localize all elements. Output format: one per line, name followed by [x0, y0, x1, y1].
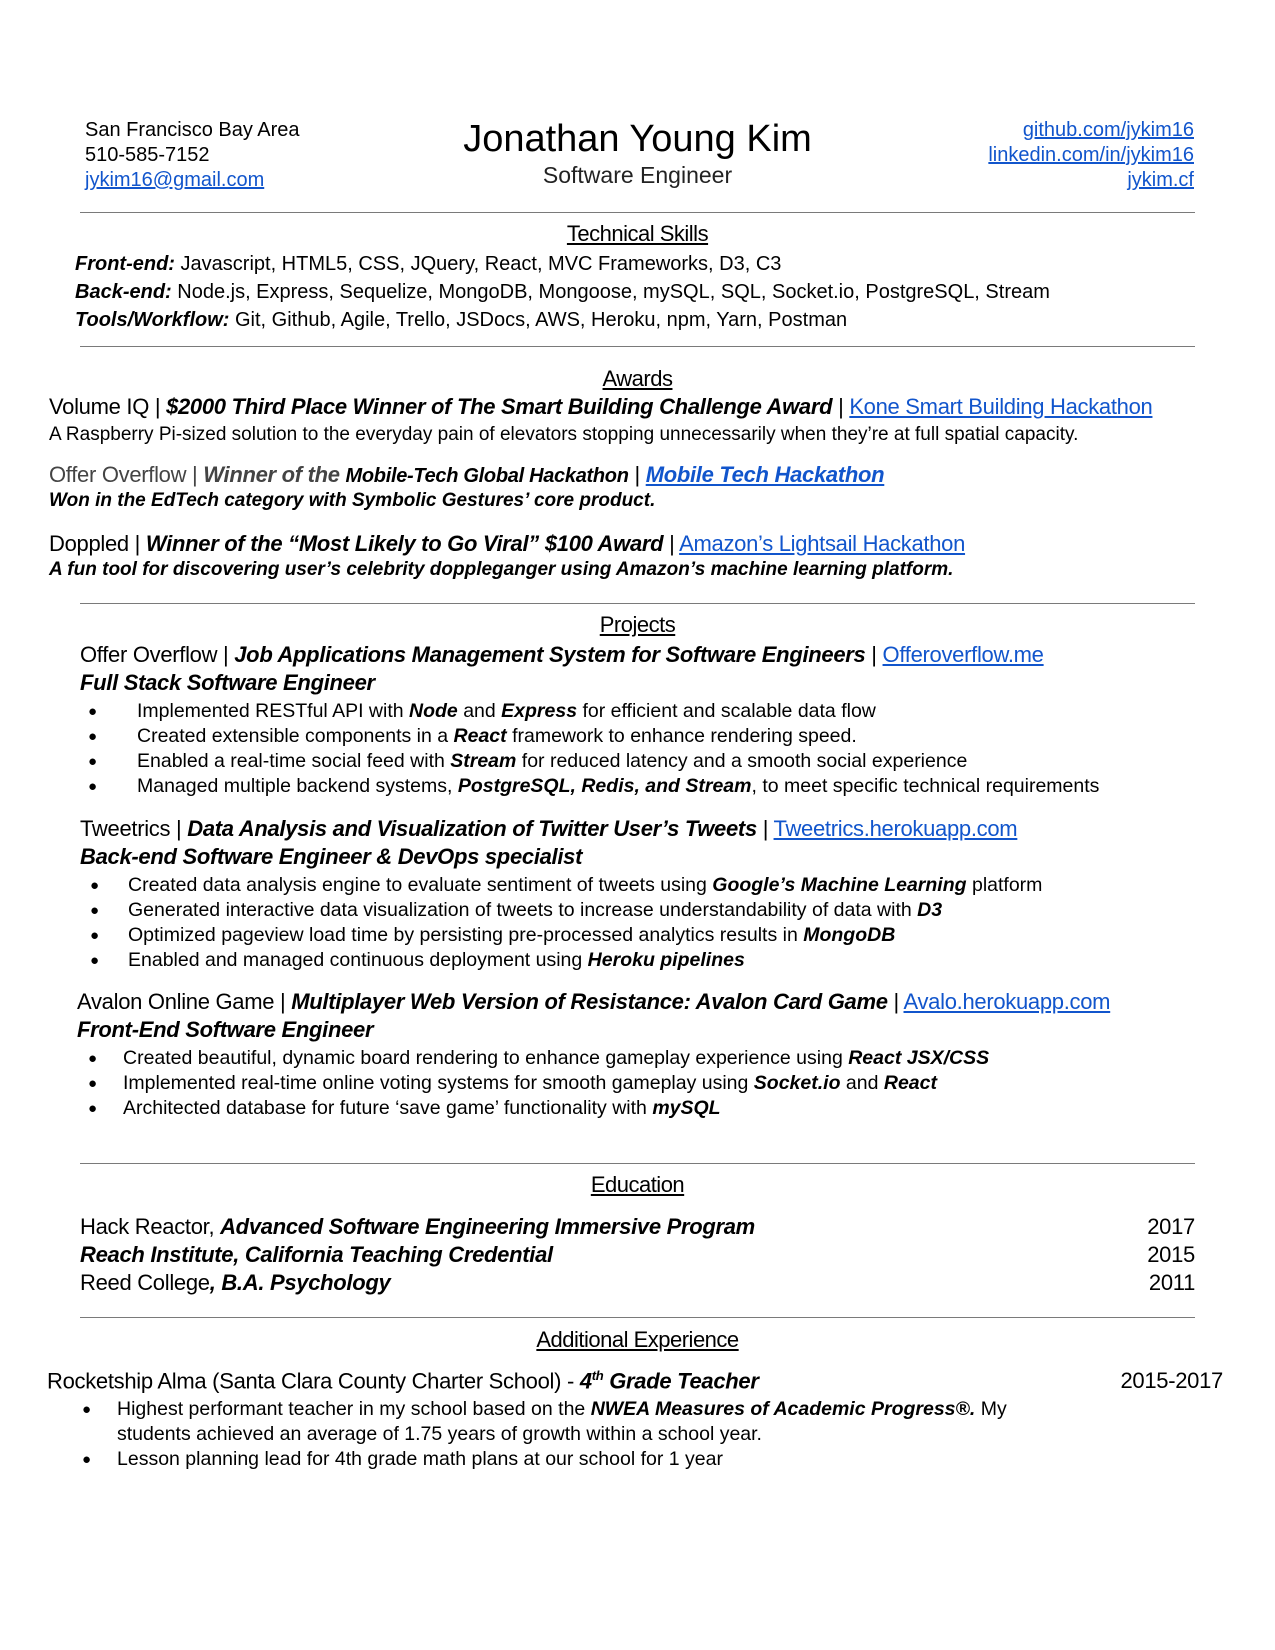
bullet-text: Created beautiful, dynamic board rendering to enhance gameplay experience using: [123, 1047, 849, 1069]
list-item: [88, 774, 1099, 799]
education-heading: Education: [590, 1172, 685, 1197]
project-role: Front-End Software Engineer: [77, 1017, 374, 1042]
hackathon-link[interactable]: Amazon’s Lightsail Hackathon: [679, 531, 966, 556]
emphasized-text: mySQL: [652, 1097, 721, 1119]
award-desc: A fun tool for discovering user’s celebrity doppleganger using Amazon’s machine learning platform.: [49, 559, 954, 580]
project-title: [77, 989, 1110, 1015]
skill-value: Git, Github, Agile, Trello, JSDocs, AWS, Heroku, npm, Yarn, Postman: [229, 309, 848, 331]
emphasized-text: Heroku pipelines: [587, 949, 745, 971]
list-item: [90, 873, 1042, 898]
bullet-icon: ●: [88, 728, 98, 745]
divider: [80, 603, 1195, 604]
experience-title: [47, 1368, 759, 1394]
bullet-icon: ●: [88, 703, 98, 720]
bullet-text: platform: [966, 874, 1043, 896]
bullet-icon: ●: [88, 778, 98, 795]
project-subtitle: Job Applications Management System for Software Engineers: [234, 642, 866, 667]
education-row: [80, 1270, 390, 1296]
bullet-text: , to meet specific technical requirements: [751, 775, 1100, 797]
project-name: Avalon Online Game |: [77, 989, 292, 1014]
phone: 510-585-7152: [85, 144, 210, 166]
bullet-text: Generated interactive data visualization of tweets to increase understandability of data with: [128, 899, 918, 921]
separator: |: [756, 816, 774, 841]
project-link[interactable]: Offeroverflow.me: [882, 642, 1044, 667]
bullet-icon: ●: [90, 952, 100, 969]
bullet-text: and: [840, 1072, 884, 1094]
award-description: $2000 Third Place Winner of The Smart Building Challenge Award: [166, 394, 833, 419]
award-desc: A Raspberry Pi-sized solution to the everyday pain of elevators stopping unnecessarily when they’re at full spatial capacity.: [49, 424, 1079, 445]
skill-value: Node.js, Express, Sequelize, MongoDB, Mongoose, mySQL, SQL, Socket.io, PostgreSQL, Stream: [171, 281, 1050, 303]
bullet-icon: ●: [88, 1075, 98, 1092]
award-name: Volume IQ |: [49, 394, 167, 419]
bullet-list: [88, 699, 1099, 799]
links-block: [988, 118, 1194, 193]
list-item: [88, 1071, 989, 1096]
school-name: Hack Reactor,: [80, 1214, 221, 1239]
page-title: Jonathan Young Kim: [463, 118, 812, 160]
bullet-text: framework to enhance rendering speed.: [506, 725, 857, 747]
project-title: [80, 816, 1017, 842]
bullet-text: Implemented real-time online voting systems for smooth gameplay using: [123, 1072, 754, 1094]
skills-heading: Technical Skills: [566, 221, 709, 246]
list-item: [90, 923, 1042, 948]
award-desc: Won in the EdTech category with Symbolic Gestures’ core product.: [49, 490, 656, 511]
emphasized-text: D3: [917, 899, 943, 921]
emphasized-text: Node: [409, 700, 458, 722]
award-description: Winner of the: [203, 462, 346, 487]
bullet-list: [90, 873, 1042, 973]
emphasized-text: Socket.io: [753, 1072, 841, 1094]
bullet-text: Enabled and managed continuous deployment using: [128, 949, 588, 971]
email-link[interactable]: jykim16@gmail.com: [85, 169, 265, 191]
separator: |: [663, 531, 680, 556]
award-name: Offer Overflow |: [49, 462, 204, 487]
bullet-text: My: [975, 1398, 1007, 1420]
emphasized-text: NWEA Measures of Academic Progress®.: [590, 1398, 976, 1420]
bullet-text: Optimized pageview load time by persisting pre-processed analytics results in: [128, 924, 804, 946]
education-year: 2017: [1147, 1214, 1195, 1239]
skills-list: [75, 250, 1050, 334]
projects-heading: Projects: [599, 612, 676, 637]
education-row: [80, 1242, 553, 1268]
bullet-text: students achieved an average of 1.75 years of growth within a school year.: [117, 1423, 762, 1445]
bullet-list: [88, 1046, 989, 1121]
bullet-text: Created extensible components in a: [137, 725, 454, 747]
award-name: Doppled |: [49, 531, 146, 556]
list-item: [88, 749, 1099, 774]
separator: |: [832, 394, 850, 419]
bullet-icon: ●: [88, 1050, 98, 1067]
bullet-text: and: [457, 700, 502, 722]
project-subtitle: Data Analysis and Visualization of Twitter User’s Tweets: [187, 816, 757, 841]
bullet-text: Implemented RESTful API with: [137, 700, 410, 722]
project-name: Tweetrics |: [80, 816, 188, 841]
skill-label: Tools/Workflow:: [75, 309, 230, 331]
hackathon-link[interactable]: Mobile Tech Hackathon: [645, 462, 885, 487]
divider: [80, 1163, 1195, 1164]
role-ordinal: th: [591, 1368, 604, 1383]
bullet-icon: ●: [82, 1401, 92, 1418]
project-link[interactable]: Avalo.herokuapp.com: [903, 989, 1111, 1014]
emphasized-text: React JSX/CSS: [848, 1047, 990, 1069]
award-title: [49, 394, 1152, 420]
skill-row: [75, 250, 1050, 278]
education-year: 2015: [1147, 1242, 1195, 1267]
project-name: Offer Overflow |: [80, 642, 235, 667]
divider: [80, 212, 1195, 213]
list-item: [88, 724, 1099, 749]
project-subtitle: Multiplayer Web Version of Resistance: Avalon Card Game: [291, 989, 888, 1014]
list-item: [82, 1447, 1007, 1472]
list-item: [88, 699, 1099, 724]
emphasized-text: PostgreSQL, Redis, and Stream: [457, 775, 752, 797]
emphasized-text: MongoDB: [803, 924, 896, 946]
experience-dates: 2015-2017: [1120, 1368, 1223, 1393]
skill-value: Javascript, HTML5, CSS, JQuery, React, MVC Frameworks, D3, C3: [174, 253, 782, 275]
bullet-icon: ●: [90, 877, 100, 894]
emphasized-text: Express: [501, 700, 578, 722]
job-title: Software Engineer: [542, 162, 733, 188]
divider: [80, 1317, 1195, 1318]
bullet-icon: ●: [90, 902, 100, 919]
bullet-text: Enabled a real-time social feed with: [137, 750, 451, 772]
location: San Francisco Bay Area: [85, 119, 300, 141]
school-name: Reed College: [80, 1270, 210, 1295]
bullet-text: for efficient and scalable data flow: [577, 700, 876, 722]
skill-row: [75, 306, 1050, 334]
skill-label: Front-end:: [75, 253, 175, 275]
bullet-text: Architected database for future ‘save game’ functionality with: [123, 1097, 653, 1119]
separator: |: [628, 462, 646, 487]
project-link[interactable]: Tweetrics.herokuapp.com: [773, 816, 1018, 841]
bullet-icon: ●: [82, 1451, 92, 1468]
separator: |: [887, 989, 904, 1014]
emphasized-text: React: [883, 1072, 937, 1094]
bullet-icon: ●: [90, 927, 100, 944]
award-title: [49, 531, 965, 557]
education-year: 2011: [1148, 1270, 1195, 1295]
award-description: Winner of the “Most Likely to Go Viral” $100 Award: [145, 531, 664, 556]
hackathon-link[interactable]: Kone Smart Building Hackathon: [849, 394, 1153, 419]
list-item: [88, 1046, 989, 1071]
github-link[interactable]: github.com/jykim16: [1022, 119, 1194, 141]
skill-label: Back-end:: [75, 281, 172, 303]
bullet-list: [82, 1397, 1007, 1472]
list-item: [88, 1096, 989, 1121]
emphasized-text: Stream: [450, 750, 517, 772]
emphasized-text: Google’s Machine Learning: [712, 874, 967, 896]
divider: [80, 346, 1195, 347]
emphasized-text: React: [453, 725, 507, 747]
project-role: Full Stack Software Engineer: [80, 670, 375, 695]
role-title: Grade Teacher: [603, 1368, 759, 1394]
program-name: , B.A. Psychology: [209, 1270, 391, 1295]
bullet-text: for reduced latency and a smooth social experience: [516, 750, 968, 772]
separator: |: [865, 642, 883, 667]
list-item: [82, 1422, 1007, 1447]
experience-heading: Additional Experience: [536, 1327, 739, 1352]
bullet-text: Highest performant teacher in my school based on the: [117, 1398, 591, 1420]
education-row: [80, 1214, 755, 1240]
award-title: [49, 462, 884, 488]
list-item: [82, 1397, 1007, 1422]
bullet-text: Created data analysis engine to evaluate sentiment of tweets using: [128, 874, 713, 896]
program-name: Advanced Software Engineering Immersive Program: [220, 1214, 755, 1239]
program-name: Reach Institute, California Teaching Credential: [80, 1242, 553, 1267]
awards-heading: Awards: [602, 366, 673, 391]
skill-row: [75, 278, 1050, 306]
website-link[interactable]: jykim.cf: [1127, 169, 1194, 191]
bullet-text: Managed multiple backend systems,: [137, 775, 458, 797]
bullet-text: Lesson planning lead for 4th grade math plans at our school for 1 year: [117, 1448, 723, 1470]
organization-name: Rocketship Alma (Santa Clara County Charter School) -: [47, 1368, 580, 1394]
project-title: [80, 642, 1044, 668]
linkedin-link[interactable]: linkedin.com/in/jykim16: [988, 144, 1194, 166]
role-title: 4: [579, 1368, 592, 1394]
award-description: Mobile-Tech Global Hackathon: [345, 465, 629, 487]
bullet-icon: ●: [88, 1100, 98, 1117]
bullet-icon: ●: [88, 753, 98, 770]
project-role: Back-end Software Engineer & DevOps specialist: [80, 844, 583, 869]
list-item: [90, 898, 1042, 923]
list-item: [90, 948, 1042, 973]
